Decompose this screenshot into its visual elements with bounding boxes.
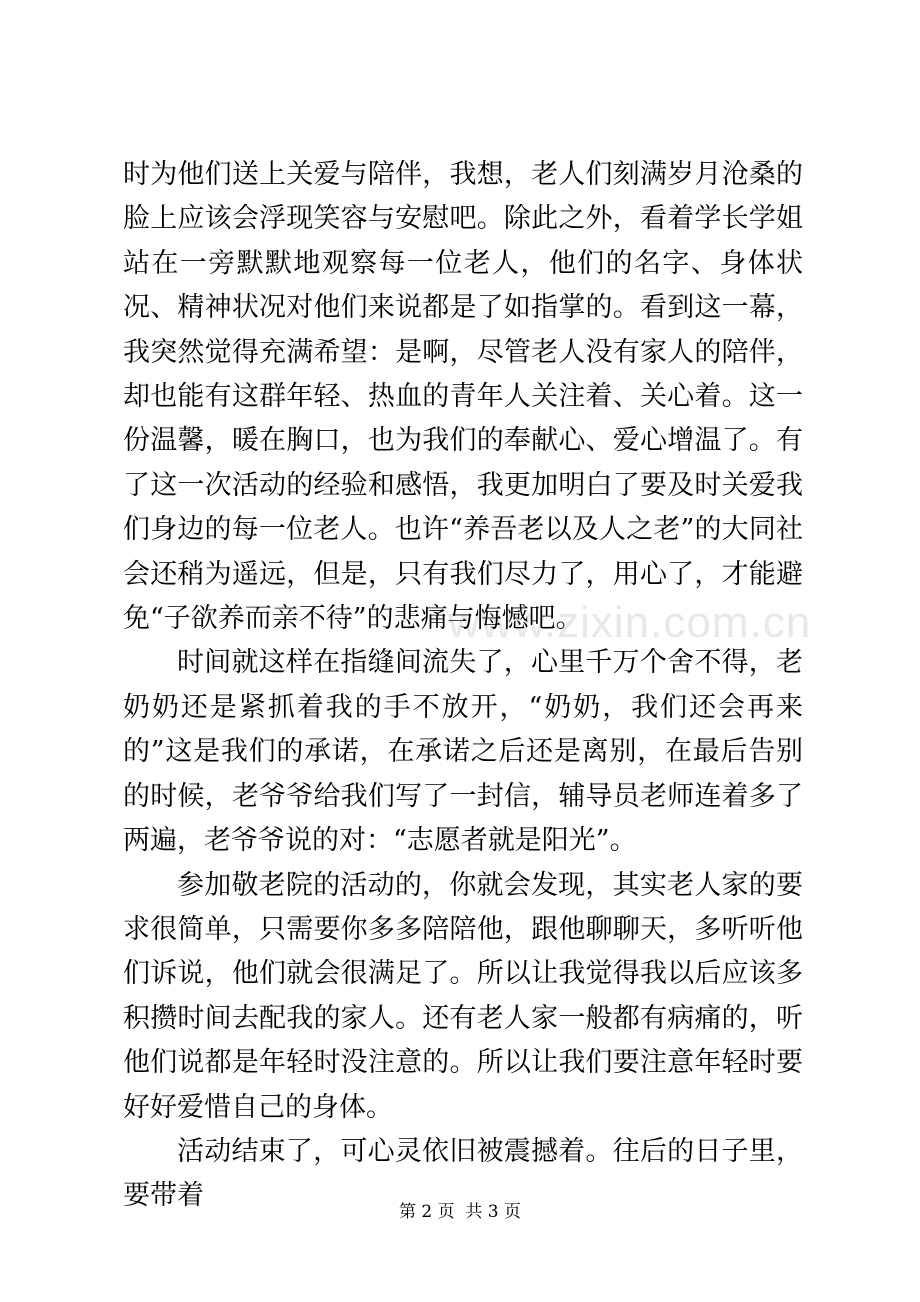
watermark: www.zixin.com.cn (448, 598, 812, 647)
page-footer: 第 2 页 共 3 页 (398, 1202, 522, 1222)
paragraph-continued: 时为他们送上关爱与陪伴，我想，老人们刻满岁月沧桑的脸上应该会浮现笑容与安慰吧。除此之外，看着学长学姐站在一旁默默地观察每一位老人，他们的名字、身体状况、精神状况对他们来说都是了如指掌的。看到这一幕，我突然觉得充满希望：是啊，尽管老人没有家人的陪伴，却也能有这群年轻、热血的青年人关注着、关心着。这一份温馨，暖在胸口，也为我们的奉献心、爱心增温了。有了这一次活动的经验和感悟，我更加明白了要及时关爱我们身边的每一位老人。也许“养吾老以及人之老”的大同社会还稍为遥远，但是，只有我们尽力了，用心了，才能避免“子欲养而亲不待”的悲痛与悔憾吧。 (123, 159, 803, 635)
paragraph: 参加敬老院的活动的，你就会发现，其实老人家的要求很简单，只需要你多多陪陪他，跟他聊聊天，多听听他们诉说，他们就会很满足了。所以让我觉得我以后应该多积攒时间去配我的家人。还有老人家一般都有病痛的，听他们说都是年轻时没注意的。所以让我们要注意年轻时要好好爱惜自己的身体。 (123, 869, 803, 1123)
paragraph: 时间就这样在指缝间流失了，心里千万个舍不得，老奶奶还是紧抓着我的手不放开，“奶奶，我们还会再来的”这是我们的承诺，在承诺之后还是离别，在最后告别的时候，老爷爷给我们写了一封信，辅导员老师连着多了两遍，老爷爷说的对：“志愿者就是阳光”。 (123, 647, 803, 857)
paragraph: 活动结束了，可心灵依旧被震撼着。往后的日子里，要带着 (123, 1135, 803, 1212)
document-body (123, 153, 803, 1219)
